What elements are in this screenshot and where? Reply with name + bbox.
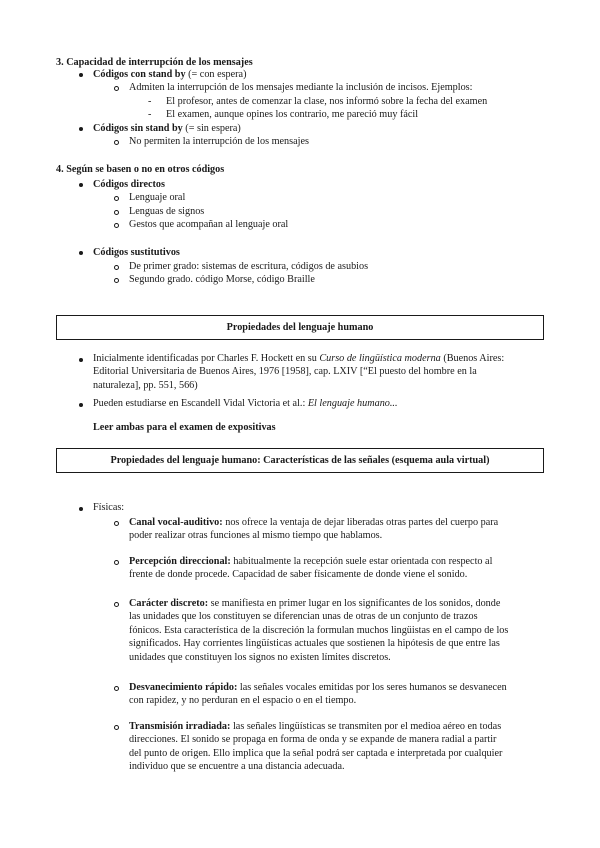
property-term: Desvanecimiento rápido: bbox=[129, 682, 238, 693]
text-run: direcciones. El sonido se propaga en forma de onda y se expande de manera radial a partir bbox=[129, 734, 497, 746]
book-title: El lenguaje humano... bbox=[307, 398, 398, 409]
text-run: (Buenos Aires: bbox=[440, 353, 505, 364]
property-desvanecimiento-rapido bbox=[129, 681, 507, 708]
escandell-line bbox=[93, 397, 398, 410]
text-run: frente de donde procede. Capacidad de saber físicamente de donde viene el sonido. bbox=[129, 569, 468, 581]
example-1: El profesor, antes de comenzar la clase, nos informó sobre la fecha del examen bbox=[166, 96, 488, 107]
text-line bbox=[129, 747, 502, 760]
bullet-circle bbox=[114, 686, 119, 691]
directos-item: Gestos que acompañan al lenguaje oral bbox=[129, 219, 289, 230]
bullet-circle bbox=[114, 86, 119, 91]
box-title: Propiedades del lenguaje humano: Características de las señales (esquema aula virtual) bbox=[110, 455, 490, 466]
box-title: Propiedades del lenguaje humano bbox=[226, 322, 374, 333]
bullet-dot bbox=[79, 251, 83, 255]
sustitutivos-label: Códigos sustitutivos bbox=[93, 247, 180, 258]
bullet-circle bbox=[114, 725, 119, 730]
text-line bbox=[129, 610, 508, 623]
bullet-circle bbox=[114, 278, 119, 283]
text-line bbox=[129, 624, 508, 637]
sinstandby-label: Códigos sin stand by bbox=[93, 123, 183, 134]
directos-label: Códigos directos bbox=[93, 179, 165, 190]
bullet-circle bbox=[114, 560, 119, 565]
text-run: las unidades que los constituyen se diferencian unas de otras de un conjunto de trazos bbox=[129, 611, 478, 623]
text-run: habitualmente la recepción suele estar orientada con respecto al bbox=[230, 556, 493, 567]
text-line bbox=[129, 651, 508, 664]
text-run: individuo que se encuentre a una distancia adecuada. bbox=[129, 761, 345, 773]
text-run: se manifiesta en primer lugar en los significantes de los sonidos, donde bbox=[208, 598, 501, 609]
text-run: unidades que constituyen los signos no existen límites discretos. bbox=[129, 651, 391, 663]
bullet-circle bbox=[114, 223, 119, 228]
text-run: del punto de origen. Ello implica que la señal podrá ser captada e interpretada por cualquier bbox=[129, 747, 503, 759]
property-term: Percepción direccional: bbox=[129, 556, 231, 567]
text-line bbox=[129, 681, 507, 694]
text-run: Inicialmente identificadas por Charles F. Hockett en su bbox=[93, 353, 320, 364]
example-2: El examen, aunque opines los contrario, me pareció muy fácil bbox=[166, 109, 419, 120]
text-line bbox=[129, 568, 492, 581]
section-4-title: 4. Según se basen o no en otros códigos bbox=[56, 164, 225, 175]
dash-marker: - bbox=[148, 109, 152, 120]
text-run: nos ofrece la ventaja de dejar liberadas otras partes del cuerpo para bbox=[222, 517, 499, 528]
text-run: las señales lingüísticas se transmiten por el medioa aéreo en todas bbox=[230, 721, 502, 732]
directos-item: Lenguas de signos bbox=[129, 206, 205, 217]
bullet-dot bbox=[79, 183, 83, 187]
property-transmision-irradiada bbox=[129, 720, 502, 774]
text-run: con rapidez, y no perduran en el espacio o en el tiempo. bbox=[129, 695, 357, 707]
text-run: significados. Hay corrientes lingüísticas actuales que sostienen la hipótesis de que entre las bbox=[129, 638, 500, 650]
text-line: Editorial Universitaria de Buenos Aires, 1976 [1958], cap. LXIV [“El puesto del hombre en la bbox=[93, 366, 477, 378]
property-percepcion-direccional bbox=[129, 555, 492, 582]
sustitutivos-item: Segundo grado. código Morse, código Braille bbox=[129, 274, 315, 285]
bullet-dot bbox=[79, 73, 83, 77]
bullet-circle bbox=[114, 140, 119, 145]
bullet-circle bbox=[114, 196, 119, 201]
sustitutivos-item: De primer grado: sistemas de escritura, códigos de asubios bbox=[129, 261, 369, 272]
text-line bbox=[129, 555, 492, 568]
text-run: poder realizar otras funciones al mismo tiempo que hablamos. bbox=[129, 530, 383, 542]
hockett-paragraph bbox=[93, 352, 504, 392]
text-line bbox=[129, 516, 498, 529]
bullet-circle bbox=[114, 210, 119, 215]
text-line bbox=[129, 694, 507, 707]
text-run: las señales vocales emitidas por los seres humanos se desvanecen bbox=[237, 682, 507, 693]
text-line bbox=[129, 529, 498, 542]
section-box-senales bbox=[56, 448, 544, 473]
text-line bbox=[129, 597, 508, 610]
book-title: Curso de lingüística moderna bbox=[319, 353, 441, 364]
standby-note: (= con espera) bbox=[188, 69, 247, 80]
text-run: fónicos. Esta característica de la discreción la formulan muchos lingüistas en el campo de los bbox=[129, 624, 509, 636]
leer-note: Leer ambas para el examen de expositivas bbox=[93, 422, 276, 433]
property-canal-vocal-auditivo bbox=[129, 516, 498, 543]
bullet-dot bbox=[79, 358, 83, 362]
property-term: Canal vocal-auditivo: bbox=[129, 517, 223, 528]
dash-marker: - bbox=[148, 96, 152, 107]
bullet-circle bbox=[114, 265, 119, 270]
directos-item: Lenguaje oral bbox=[129, 192, 186, 203]
sinstandby-line bbox=[93, 122, 241, 135]
section-3-title: 3. Capacidad de interrupción de los mensajes bbox=[56, 57, 253, 68]
property-term: Carácter discreto: bbox=[129, 598, 209, 609]
bullet-dot bbox=[79, 403, 83, 407]
text-line bbox=[129, 760, 502, 773]
text-line: naturaleza], pp. 551, 566) bbox=[93, 379, 198, 391]
fisicas-label: Físicas: bbox=[93, 502, 125, 513]
bullet-circle bbox=[114, 521, 119, 526]
text-line bbox=[129, 720, 502, 733]
bullet-dot bbox=[79, 127, 83, 131]
standby-desc: Admiten la interrupción de los mensajes mediante la inclusión de incisos. Ejemplos: bbox=[129, 82, 473, 93]
sinstandby-desc: No permiten la interrupción de los mensajes bbox=[129, 136, 309, 147]
property-caracter-discreto bbox=[129, 597, 508, 664]
standby-label: Códigos con stand by bbox=[93, 69, 186, 80]
sinstandby-note: (= sin espera) bbox=[185, 123, 241, 134]
section-box-propiedades bbox=[56, 315, 544, 340]
text-line bbox=[129, 637, 508, 650]
property-term: Transmisión irradiada: bbox=[129, 721, 231, 732]
text-line bbox=[129, 733, 502, 746]
bullet-dot bbox=[79, 507, 83, 511]
text-run: Pueden estudiarse en Escandell Vidal Victoria et al.: bbox=[93, 398, 308, 409]
standby-line bbox=[93, 68, 246, 81]
bullet-circle bbox=[114, 602, 119, 607]
